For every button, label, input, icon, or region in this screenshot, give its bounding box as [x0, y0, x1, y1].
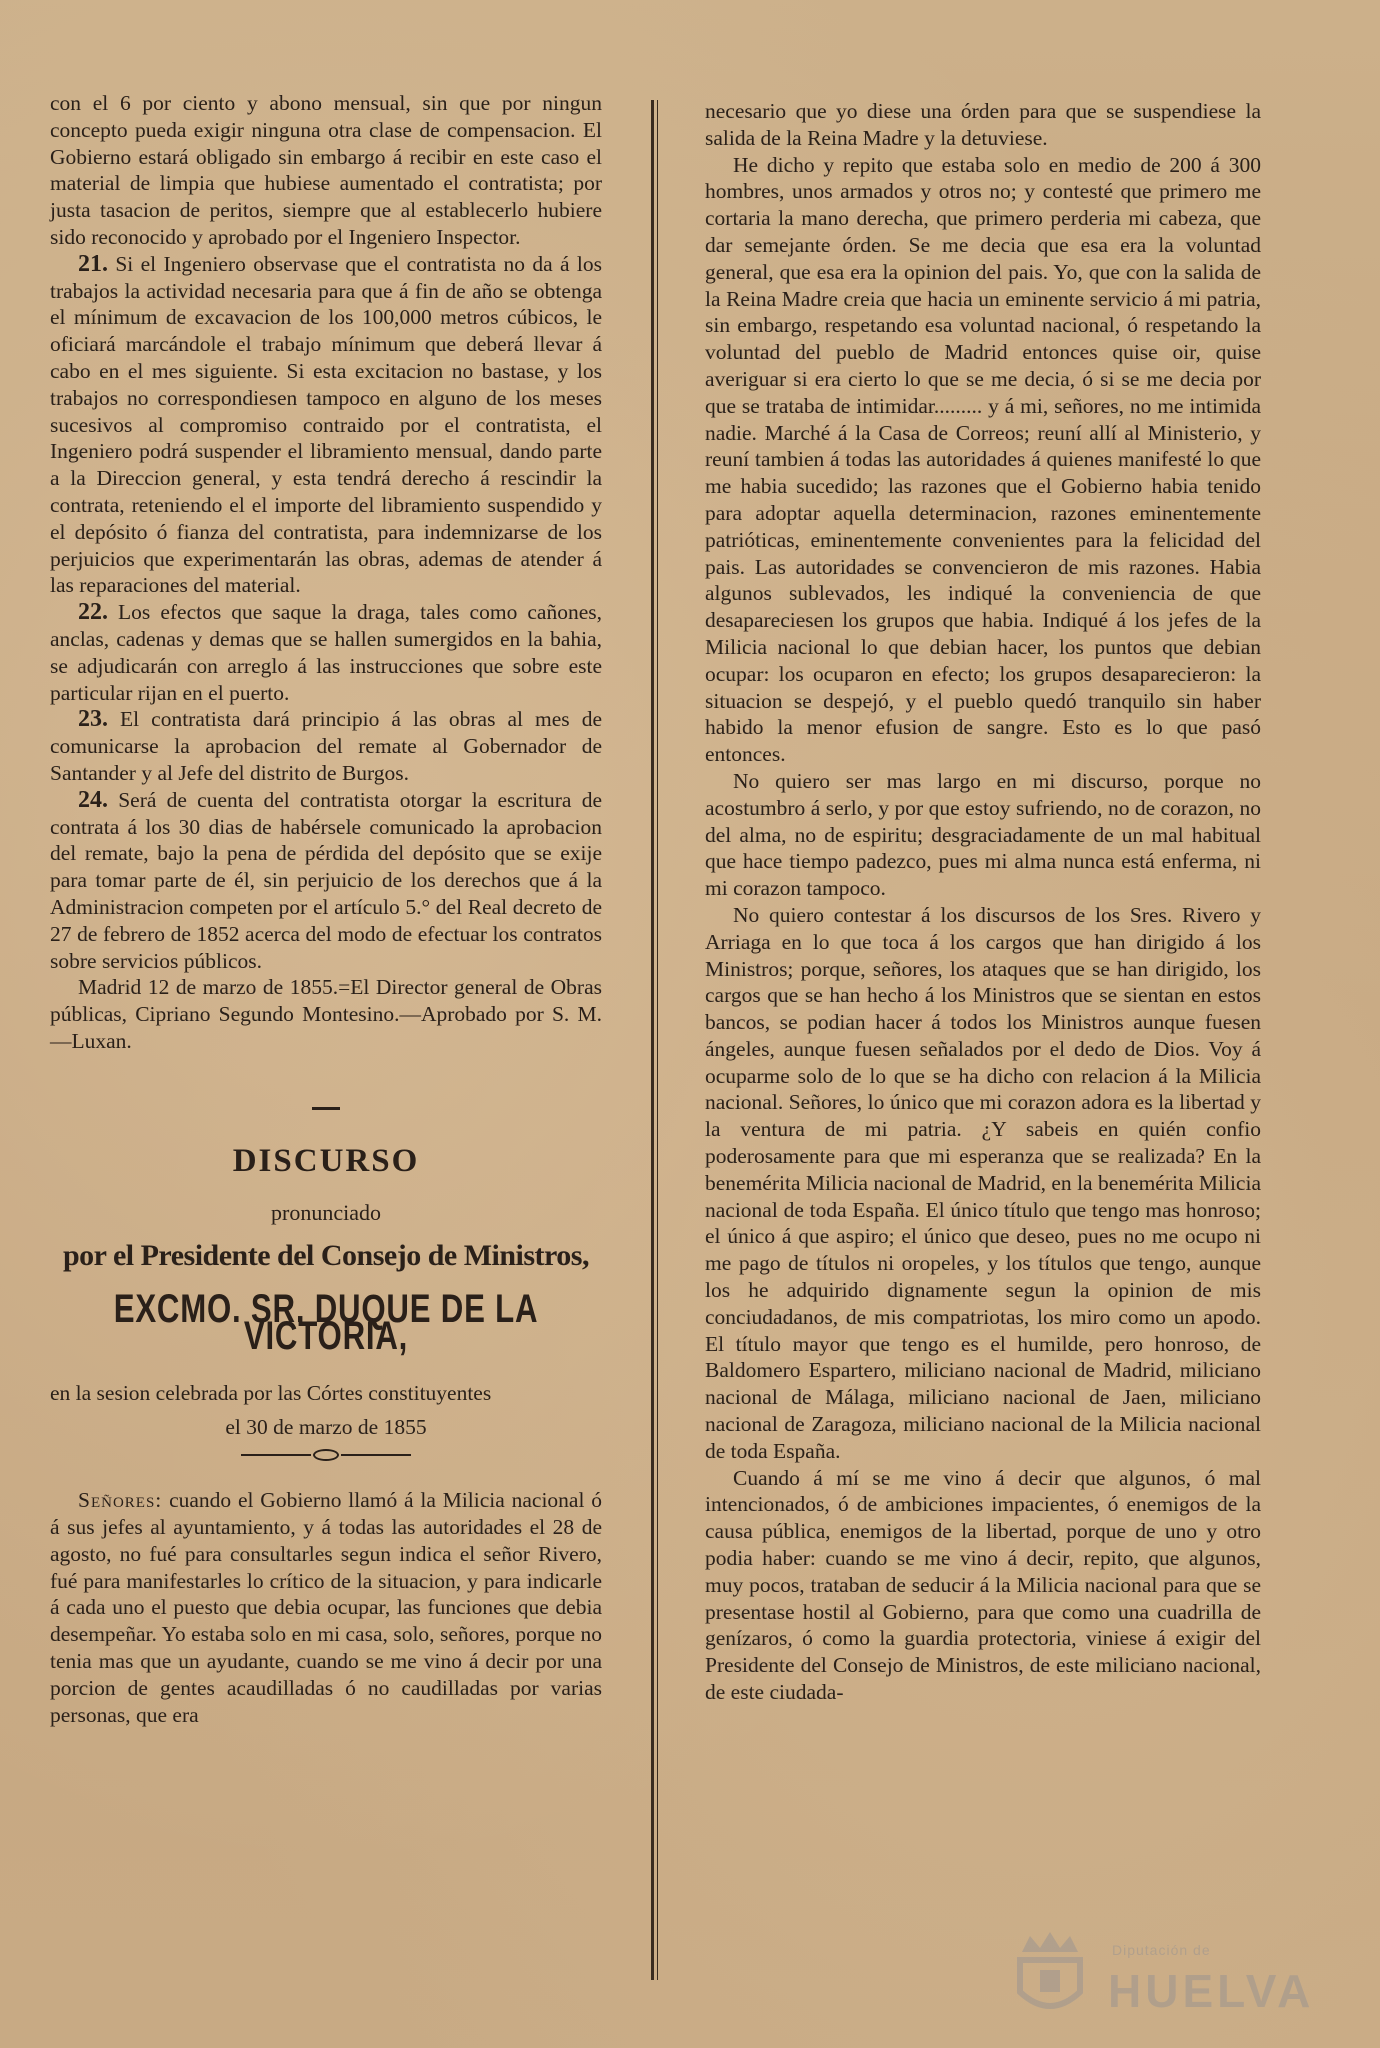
- article-21: [50, 251, 602, 599]
- speech-continuation: necesario que yo diese una órden para que se suspendiese la salida de la Reina Madre y la detuviese.: [705, 99, 1261, 150]
- column-rule: [651, 100, 654, 1980]
- article-22: [50, 599, 602, 706]
- speaker-name: EXCMO. SR. DUQUE DE LA VICTORIA,: [113, 1287, 539, 1358]
- right-column: [705, 98, 1261, 1706]
- ornament-divider: [50, 1449, 602, 1461]
- article-number: 24.: [78, 786, 108, 813]
- signature-line: Madrid 12 de marzo de 1855.=El Director general de Obras públicas, Cipriano Segundo Montesino.—Aprobado por S. M.—Luxan.: [50, 975, 602, 1053]
- watermark-caption: Diputación de: [1112, 1942, 1211, 1958]
- speech-text: cuando el Gobierno llamó á la Milicia nacional ó á sus jefes al ayuntamiento, y á todas las autoridades el 28 de agosto, no fué para consultarles segun indica el señor Rivero, fué para manifestarles lo crítico de la situacion, y para indicarle á cada uno el puesto que debia ocupar, las funciones que debia desempeñar. Yo estaba solo en mi casa, solo, señores, porque no tenia mas que un ayudante, cuando se me vino á decir por una porcion de gentes acaudilladas ó no caudilladas por varias personas, que era: [50, 1488, 602, 1727]
- speech-paragraph: No quiero contestar á los discursos de los Sres. Rivero y Arriaga en lo que toca á los cargos que han dirigido á los Ministros; porque, señores, los ataques que se han dirigido, los cargos que se han hecho á los Ministros que se sientan en estos bancos, se podian hacer á todos los Ministros aunque fuesen ángeles, aunque fuesen señalados por el dedo de Dios. Voy á ocuparme solo de lo que se ha dicho con relacion á la Milicia nacional. Señores, lo único que mi corazon adora es la libertad y la ventura de mi patria. ¿Y sabeis en quién confio poderosamente para que mi esperanza que se realizada? En la benemérita Milicia nacional de Madrid, en la benemérita Milicia nacional de toda España. El único título que tengo mas honroso; el único á que aspiro; el único que deseo, pues no me ocupo ni me pago de títulos ni oropeles, y los títulos que tengo, aunque los he adquirido dignamente segun la opinion de mis conciudadanos, de mis compatriotas, los miro como un apodo. El título mayor que tengo es el humilde, pero honroso, de Baldomero Espartero, miliciano nacional de Madrid, miliciano nacional de Málaga, miliciano nacional de Jaen, miliciano nacional de Zaragoza, miliciano nacional de la Milicia nacional de toda España.: [705, 902, 1261, 1463]
- left-column: [50, 90, 602, 1728]
- speech-subtitle: pronunciado: [271, 1200, 381, 1226]
- speech-salutation: Señores:: [78, 1488, 163, 1513]
- archive-watermark: [1000, 1922, 1330, 2032]
- article-23: [50, 706, 602, 786]
- session-line: en la sesion celebrada por las Córtes constituyentes: [50, 1380, 492, 1405]
- session-date: el 30 de marzo de 1855: [225, 1415, 427, 1440]
- column-rule-thin: [657, 100, 658, 1980]
- speech-paragraph: He dicho y repito que estaba solo en medio de 200 á 300 hombres, unos armados y otros no; y contesté que primero me cortaria la mano derecha, que primero perderia mi cabeza, que dar semejante órden. Se me decia que esa era la voluntad general, que esa era la opinion del pais. Yo, que con la salida de la Reina Madre creia que hacia un eminente servicio á mi patria, sin embargo, respetando esa voluntad nacional, ó respetando la voluntad del pueblo de Madrid entonces quise oir, quise averiguar si era cierto lo que se me decia, ó si se me decia por que se trataba de intimidar......... y á mi, señores, no me intimida nadie. Marché á la Casa de Correos; reuní allí al Ministerio, y reuní tambien á todas las autoridades á quienes manifesté lo que me habia sucedido; las razones que el Gobierno habia tenido para adoptar aquella determinacion, razones eminentemente patrióticas, eminentemente convenientes para la felicidad del pais. Las autoridades se convencieron de mis razones. Habia algunos sublevados, les indiqué la conveniencia de que desapareciesen los grupos que habia. Indiqué á los jefes de la Milicia nacional lo que debian hacer, los puntos que debian ocupar: los ocuparon en efecto; los grupos desaparecieron: la situacion se despejó, y el pueblo quedó tranquilo sin haber habido la menor efusion de sangre. Esto es lo que pasó entonces.: [705, 152, 1261, 767]
- watermark-text: HUELVA: [1108, 1965, 1315, 2017]
- speech-paragraph: Cuando á mí se me vino á decir que algunos, ó mal intencionados, ó de ambiciones impacientes, ó enemigos de la causa pública, enemigos de la libertad, porque de uno y otro podia haber: cuando se me vino á decir, repito, que algunos, muy pocos, trataban de seducir á la Milicia nacional para que se presentase hostil al Gobierno, para que como una cuadrilla de genízaros, ó como la guardia protectoria, viniese á exigir del Presidente del Consejo de Ministros, de este miliciano nacional, de este ciudada-: [705, 1465, 1261, 1705]
- speech-paragraph: [50, 1487, 602, 1728]
- separator-dash: [312, 1107, 340, 1110]
- speech-heading: [50, 1107, 602, 1462]
- speech-paragraph: No quiero ser mas largo en mi discurso, porque no acostumbro á serlo, y por que estoy sufriendo, no de corazon, no del alma, no de espiritu; desgraciadamente de un mal habitual que hace tiempo padezco, pues mi alma nunca está enferma, ni mi corazon tampoco.: [705, 768, 1261, 901]
- article-24: [50, 787, 602, 975]
- crown-shield-icon: [1000, 1922, 1100, 2022]
- article-number: 21.: [78, 250, 108, 277]
- article-text: Será de cuenta del contratista otorgar la escritura de contrata á los 30 dias de habérsele comunicado la aprobacion del remate, bajo la pena de pérdida del depósito que se exije para tomar parte de él, sin perjuicio de los derechos que á la Administracion competen por el artículo 5.° del Real decreto de 27 de febrero de 1852 acerca del modo de efectuar los contratos sobre servicios públicos.: [50, 787, 602, 973]
- speech-byline: por el Presidente del Consejo de Ministros,: [63, 1239, 589, 1273]
- paragraph-continuation: con el 6 por ciento y abono mensual, sin que por ningun concepto pueda exigir ninguna otra clase de compensacion. El Gobierno estará obligado sin embargo á recibir en este caso el material de limpia que hubiese aumentado el contratista; por justa tasacion de peritos, siempre que al establecerlo hubiere sido reconocido y aprobado por el Ingeniero Inspector.: [50, 91, 602, 249]
- article-text: El contratista dará principio á las obras al mes de comunicarse la aprobacion del remate al Gobernador de Santander y al Jefe del distrito de Burgos.: [50, 707, 602, 785]
- article-text: Los efectos que saque la draga, tales como cañones, anclas, cadenas y demas que se hallen sumergidos en la bahia, se adjudicarán con arreglo á las instrucciones que sobre este particular rijan en el puerto.: [50, 600, 602, 705]
- article-number: 23.: [78, 706, 108, 733]
- article-number: 22.: [78, 599, 108, 626]
- speech-title: DISCURSO: [232, 1142, 420, 1179]
- article-text: Si el Ingeniero observase que el contratista no da á los trabajos la actividad necesaria para que á fin de año se obtenga el mínimum de excavacion de los 100,000 metros cúbicos, le oficiará marcándole el trabajo mínimum que deberá llevar á cabo en el mes siguiente. Si esta excitacion no bastase, y los trabajos no correspondiesen tampoco en alguno de los meses sucesivos al compromiso contraido por el contratista, el Ingeniero podrá suspender el libramiento mensual, dando parte a la Direccion general, y esta tendrá derecho á rescindir la contrata, reteniendo el el importe del libramiento suspendido y el depósito ó fianza del contratista, para indemnizarse de los perjuicios que experimentarán las obras, ademas de atender á las reparaciones del material.: [50, 251, 602, 598]
